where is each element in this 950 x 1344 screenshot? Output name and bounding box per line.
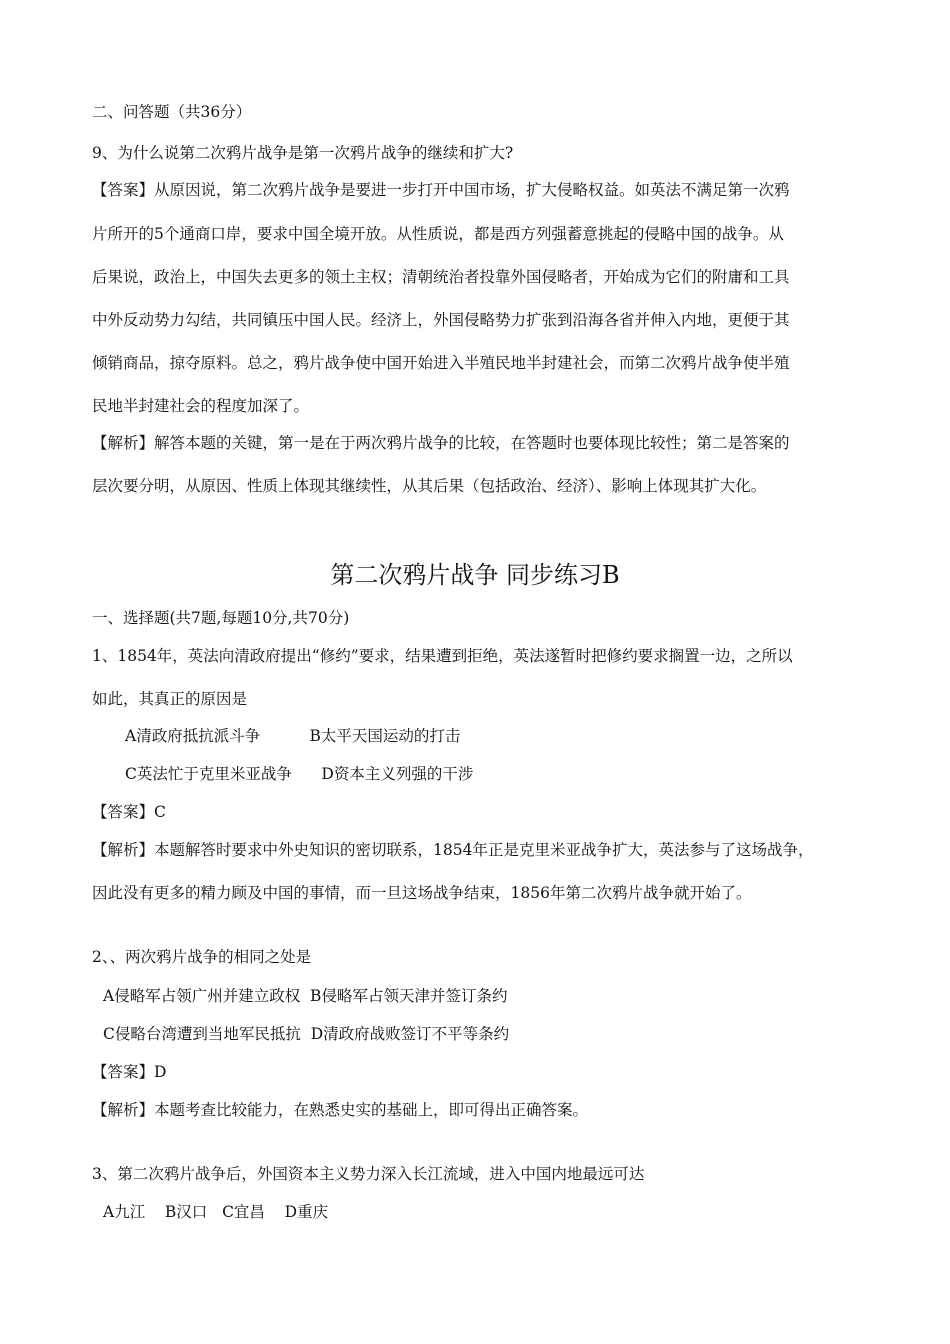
q1-options-row: A清政府抵抗派斗争 B太平天国运动的打击 [125,727,461,745]
q9-analysis-line: 层次要分明，从原因、性质上体现其继续性，从其后果（包括政治、经济）、影响上体现其扩大化。 [92,477,767,495]
q2-options-row: A侵略军占领广州并建立政权 B侵略军占领天津并签订条约 [103,987,508,1005]
q9-answer-line: 民地半封建社会的程度加深了。 [92,397,310,415]
q9-answer-line: 片所开的5个通商口岸，要求中国全境开放。从性质说，都是西方列强蓄意挑起的侵略中国的战争。从 [92,225,784,243]
q2-options-row: C侵略台湾遭到当地军民抵抗 D清政府战败签订不平等条约 [103,1025,510,1043]
section1-heading: 一、选择题(共7题,每题10分,共70分) [92,609,350,627]
q9-question: 9、为什么说第二次鸦片战争是第一次鸦片战争的继续和扩大? [92,144,514,162]
q3-options: A九江 B汉口 C宜昌 D重庆 [103,1203,329,1221]
q9-answer-line: 后果说，政治上，中国失去更多的领土主权；清朝统治者投靠外国侵略者，开始成为它们的附庸和工具 [92,268,790,286]
q1-answer: 【答案】C [92,803,166,821]
q1-options-row: C英法忙于克里米亚战争 D资本主义列强的干涉 [125,765,474,783]
q9-answer-line: 中外反动势力勾结，共同镇压中国人民。经济上，外国侵略势力扩张到沿海各省并伸入内地，更便于其 [92,311,790,329]
q3-question: 3、第二次鸦片战争后，外国资本主义势力深入长江流域，进入中国内地最远可达 [92,1165,645,1183]
q2-analysis: 【解析】本题考查比较能力，在熟悉史实的基础上，即可得出正确答案。 [92,1101,589,1119]
q9-analysis-line: 【解析】解答本题的关键，第一是在于两次鸦片战争的比较，在答题时也要体现比较性；第二是答案的 [92,434,790,452]
q9-answer-line: 【答案】从原因说，第二次鸦片战争是要进一步打开中国市场，扩大侵略权益。如英法不满足第一次鸦 [92,181,790,199]
q9-answer-line: 倾销商品，掠夺原料。总之，鸦片战争使中国开始进入半殖民地半封建社会，而第二次鸦片战争使半殖 [92,354,790,372]
practice-title: 第二次鸦片战争 同步练习B [330,561,620,589]
section2-heading: 二、问答题（共36分） [92,103,252,121]
q1-analysis-line: 【解析】本题解答时要求中外史知识的密切联系，1854年正是克里米亚战争扩大，英法参与了这场战争， [92,841,814,859]
q1-analysis-line: 因此没有更多的精力顾及中国的事情，而一旦这场战争结束，1856年第二次鸦片战争就开始了。 [92,884,752,902]
q1-question-line: 1、1854年，英法向清政府提出“修约”要求，结果遭到拒绝，英法遂暂时把修约要求搁置一边，之所以 [92,647,793,665]
q1-question-line: 如此，其真正的原因是 [92,690,248,708]
q2-answer: 【答案】D [92,1063,167,1081]
q2-question: 2、、两次鸦片战争的相同之处是 [92,948,312,966]
